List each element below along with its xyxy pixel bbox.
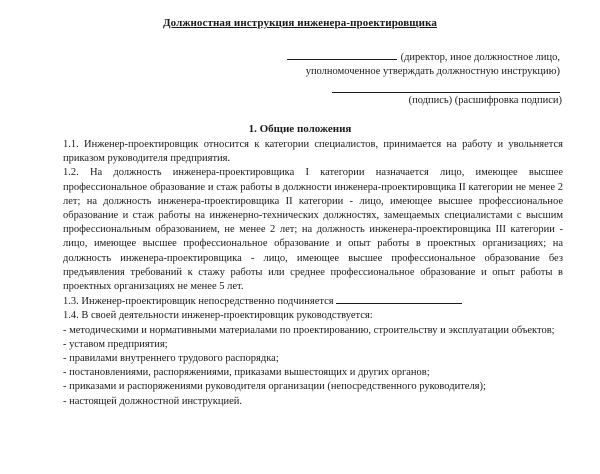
paragraph-1-3: 1.3. Инженер-проектировщик непосредственно подчиняется xyxy=(63,294,563,309)
signature-caption: (подпись) (расшифровка подписи) xyxy=(408,95,562,106)
list-item: - постановлениями, распоряжениями, приказами вышестоящих и других органов; xyxy=(63,367,430,379)
list-item: - приказами и распоряжениями руководителя организации (непосредственного руководителя); xyxy=(63,381,486,393)
paragraph-1-2: 1.2. На должность инженера-проектировщика I категории назначается лицо, имеющее высшее профессиональное образование и стаж работы в должности инженера-проектировщика II категории не менее 2 лет; на должность инженера-проектировщика II категории - лицо, имеющее высшее профессиональное образование и стаж работы на инженерно-технических должностях, замещаемых специалистами с высшим профессиональным образованием, не менее 2 лет; на должность инженера-проектировщика III категории - лицо, имеющее высшее профессиональное образование и опыт работы в проектных организациях; на должность инженера-проектировщика - лицо, имеющее высшее профессиональное образование без предъявления требований к стажу работы или среднее профессиональное образование и опыт работы в проектных организациях не менее 5 лет. xyxy=(63,167,563,293)
supervisor-blank xyxy=(336,294,462,304)
list-item: - настоящей должностной инструкцией. xyxy=(63,395,243,407)
approver-blank xyxy=(287,49,397,60)
document-title: Должностная инструкция инженера-проектировщика xyxy=(162,17,437,29)
list-item: - методическими и нормативными материалами по проектированию, строительству и эксплуатации объектов; xyxy=(63,324,555,336)
paragraph-1-4: 1.4. В своей деятельности инженер-проектировщик руководствуется: xyxy=(63,310,373,322)
section-body xyxy=(63,138,563,409)
signature-blank xyxy=(332,82,560,93)
list-item: - правилами внутреннего трудового распорядка; xyxy=(63,353,279,365)
approval-line-2: уполномоченное утверждать должностную инструкцию) xyxy=(305,66,560,77)
approval-line-3 xyxy=(332,82,560,96)
approval-line-1 xyxy=(287,49,560,63)
paragraph-1-1: 1.1. Инженер-проектировщик относится к категории специалистов, принимается на работу и увольняется приказом руководителя предприятия. xyxy=(63,139,563,165)
section-heading: 1. Общие положения xyxy=(248,123,352,135)
approver-label: (директор, иное должностное лицо, xyxy=(400,52,560,63)
list-item: - уставом предприятия; xyxy=(63,338,168,350)
